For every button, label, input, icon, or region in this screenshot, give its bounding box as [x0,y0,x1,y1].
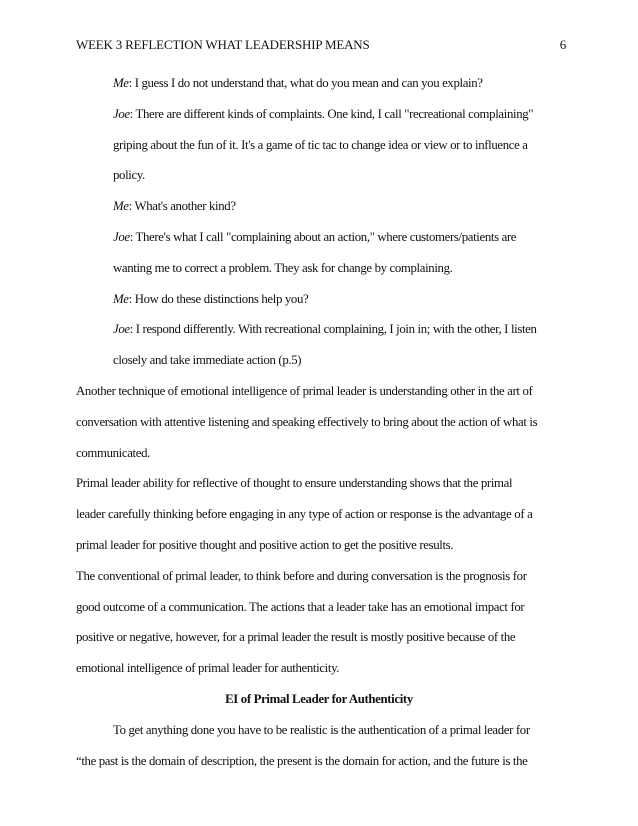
dialogue-line [76,99,562,130]
running-head: WEEK 3 REFLECTION WHAT LEADERSHIP MEANS [76,37,370,52]
speaker-name: Joe [113,106,130,121]
dialogue-text: : What's another kind? [128,199,236,214]
paragraph-line: The conventional of primal leader, to think before and during conversation is the prognosis for [76,568,527,583]
dialogue-continuation: closely and take immediate action (p.5) [113,353,302,368]
dialogue-line [76,314,562,345]
speaker-name: Me [113,199,129,214]
speaker-name: Joe [113,322,130,337]
paragraph-line: Primal leader ability for reflective of thought to ensure understanding shows that the primal [76,476,513,491]
paragraph-line: conversation with attentive listening and speaking effectively to bring about the action of what is [76,414,538,429]
page-header [76,37,566,53]
dialogue-line [76,284,562,315]
paragraph-line: To get anything done you have to be realistic is the authentication of a primal leader for [113,722,530,737]
dialogue-line [76,68,562,99]
document-body [76,68,562,776]
paragraph-line: “the past is the domain of description, the present is the domain for action, and the future is the [76,753,528,768]
section-heading: EI of Primal Leader for Authenticity [225,691,413,706]
page-number: 6 [559,37,566,52]
speaker-name: Joe [113,229,130,244]
dialogue-text: : I guess I do not understand that, what do you mean and can you explain? [128,76,483,90]
paragraph-line: positive or negative, however, for a primal leader the result is mostly positive because of the [76,630,516,645]
paragraph-line: Another technique of emotional intelligence of primal leader is understanding other in the art of [76,383,533,398]
speaker-name: Me [113,291,129,306]
dialogue-continuation: wanting me to correct a problem. They ask for change by complaining. [113,260,453,275]
dialogue-line [76,191,562,222]
dialogue-text: : I respond differently. With recreational complaining, I join in; with the other, I listen [129,322,537,337]
dialogue-continuation: policy. [113,168,145,183]
dialogue-line [76,222,562,253]
paragraph-line: communicated. [76,445,150,460]
dialogue-text: : How do these distinctions help you? [128,291,309,306]
paragraph-line: leader carefully thinking before engaging in any type of action or response is the advantage of a [76,507,533,522]
dialogue-continuation: griping about the fun of it. It's a game of tic tac to change idea or view or to influence a [113,137,528,152]
dialogue-text: : There are different kinds of complaints. One kind, I call "recreational complaining" [129,106,534,121]
speaker-name: Me [113,76,129,90]
paragraph-line: primal leader for positive thought and positive action to get the positive results. [76,537,454,552]
dialogue-text: : There's what I call "complaining about an action," where customers/patients are [129,229,517,244]
paragraph-line: emotional intelligence of primal leader for authenticity. [76,661,340,676]
paragraph-line: good outcome of a communication. The actions that a leader take has an emotional impact for [76,599,525,614]
